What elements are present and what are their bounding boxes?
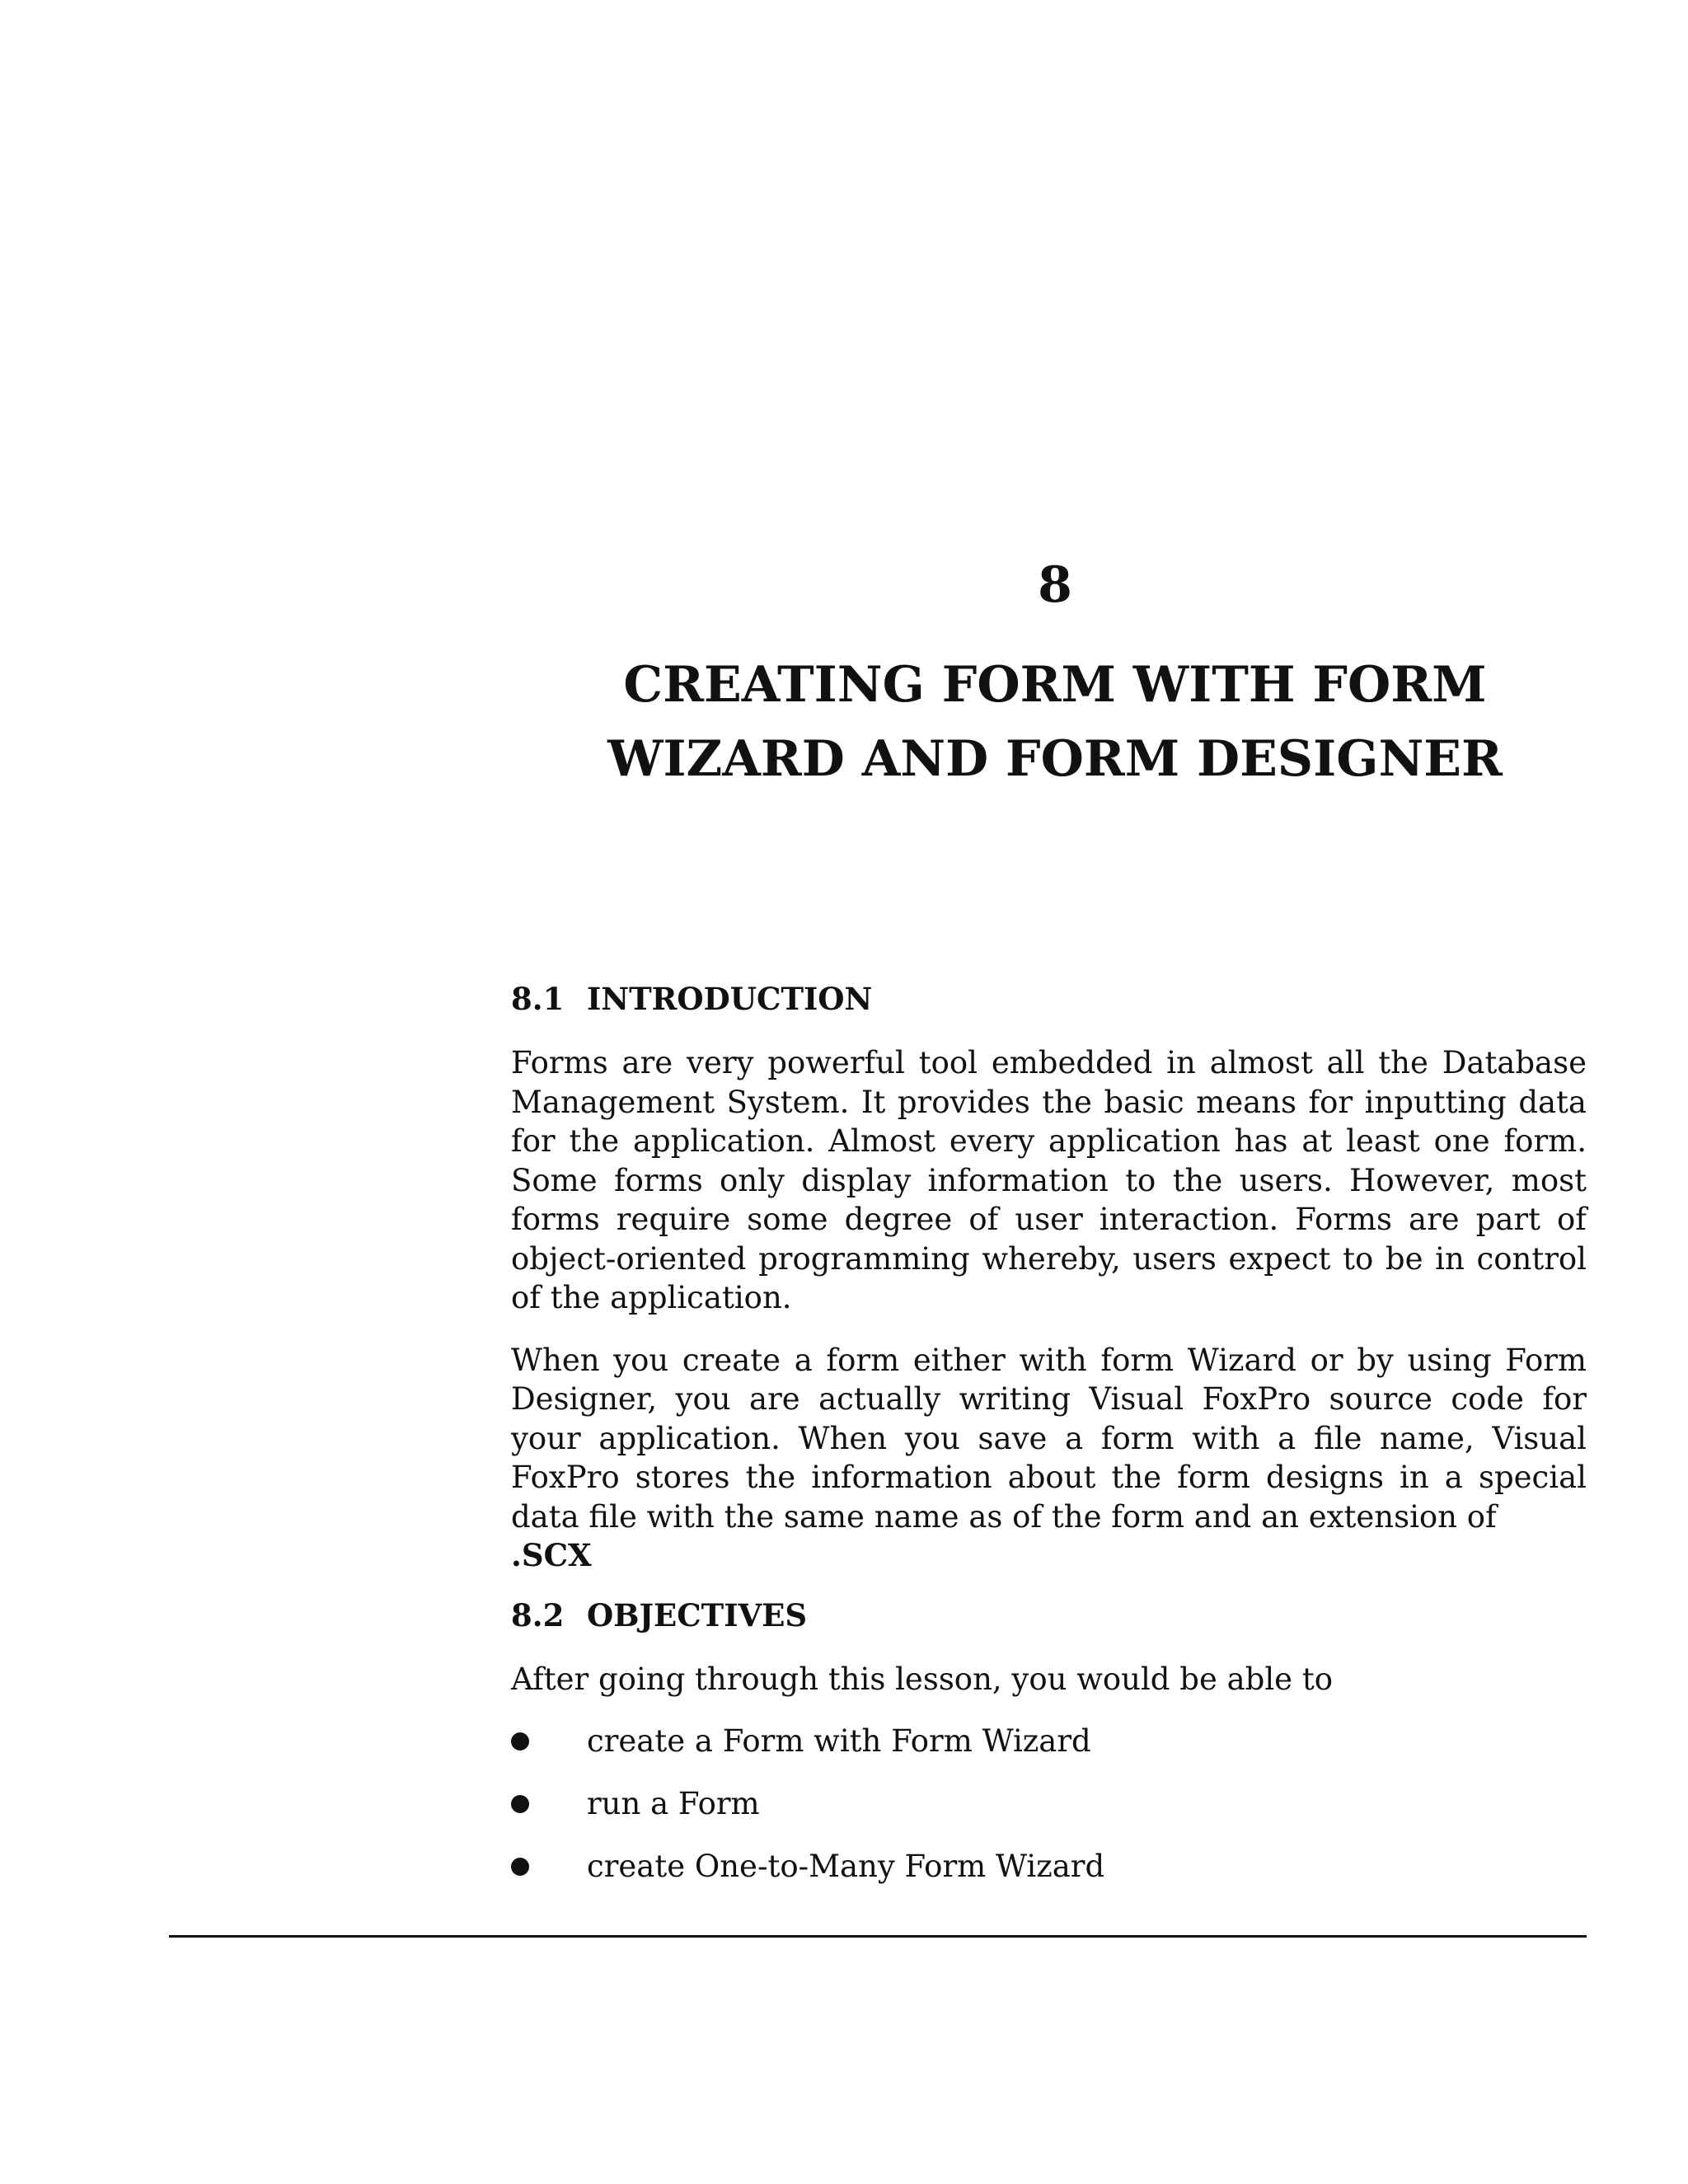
section-title: OBJECTIVES	[587, 1596, 808, 1633]
file-extension: .SCX	[511, 1537, 592, 1573]
footer-divider	[169, 1935, 1587, 1938]
list-item-text: run a Form	[587, 1786, 760, 1821]
chapter-title-line-1: CREATING FORM WITH FORM	[623, 656, 1487, 714]
chapter-header	[577, 556, 1533, 796]
section-number: 8.2	[511, 1596, 565, 1633]
bullet-icon	[511, 1732, 529, 1750]
main-content	[511, 979, 1587, 1910]
intro-paragraph-2-text: When you create a form either with form Wizard or by using Form Designer, you are actually writing Visual FoxPro source code for your application. When you save a form with a file name, Visual FoxPro stores the information about the form designs in a special data file with the same name as of the form and an extension of	[511, 1342, 1587, 1535]
bullet-icon	[511, 1795, 529, 1813]
section-number: 8.1	[511, 981, 565, 1017]
chapter-number: 8	[1038, 556, 1072, 614]
intro-paragraph-1: Forms are very powerful tool embedded in almost all the Database Management System. It provides the basic means for inputting data for the application. Almost every application has at least one form. Some forms only display information to the users. However, most forms require some degree of user interaction. Forms are part of object-oriented programming whereby, users expect to be in control of the application.	[511, 1045, 1587, 1315]
list-item-text: create One-to-Many Form Wizard	[587, 1849, 1105, 1884]
list-item	[511, 1847, 1587, 1886]
list-item-text: create a Form with Form Wizard	[587, 1723, 1091, 1759]
section-title: INTRODUCTION	[587, 981, 873, 1017]
bullet-icon	[511, 1858, 529, 1876]
list-item	[511, 1722, 1587, 1761]
section-heading-objectives	[511, 1596, 1587, 1635]
intro-paragraph-2	[511, 1341, 1587, 1576]
chapter-title-line-2: WIZARD AND FORM DESIGNER	[607, 730, 1503, 788]
objectives-list	[511, 1722, 1587, 1886]
section-heading-introduction	[511, 979, 1587, 1019]
objectives-intro: After going through this lesson, you would be able to	[511, 1661, 1333, 1697]
chapter-title	[577, 648, 1533, 796]
list-item	[511, 1784, 1587, 1824]
